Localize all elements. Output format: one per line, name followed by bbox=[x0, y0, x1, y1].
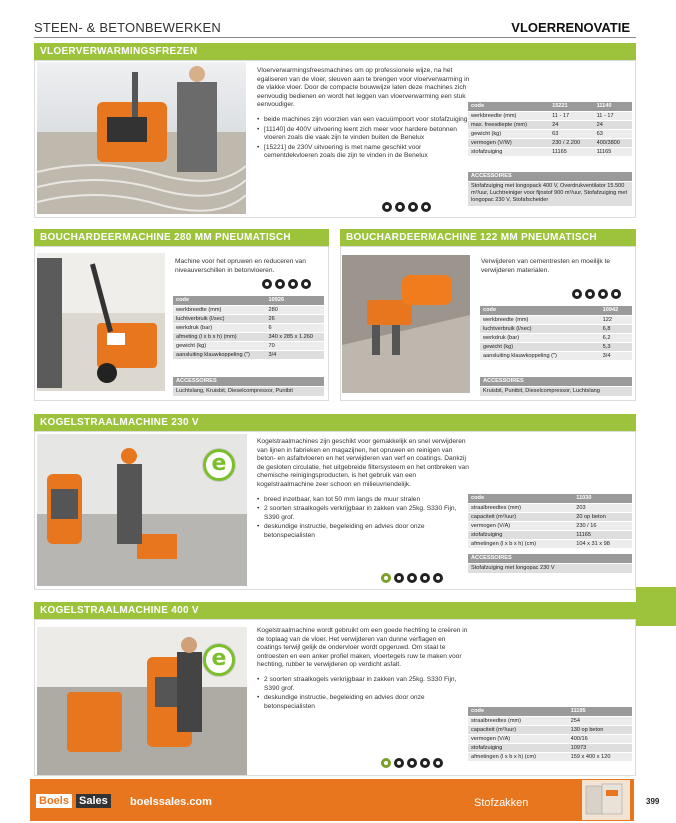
spec-header: 15221 bbox=[549, 102, 594, 111]
hearing-protection-icon bbox=[275, 279, 285, 289]
accessories-text: Stofafzuiging met longopack 400 V, Overdrukventilator 15.500 m³/uur, Luchtreiniger voor fijnstof 900 m³/uur, Stofafzuiging met longopac 230 V, Stofafscheider bbox=[468, 182, 632, 206]
spec-label: werkbreedte (mm) bbox=[468, 111, 549, 120]
spec-header: code bbox=[468, 707, 568, 716]
gloves-icon bbox=[394, 758, 404, 768]
spec-header: 11140 bbox=[594, 102, 632, 111]
spec-label: luchtverbruik (l/sec) bbox=[480, 324, 600, 333]
spec-value: 230 / 16 bbox=[573, 521, 632, 530]
spec-header: code bbox=[468, 494, 573, 503]
spec-value: 6,2 bbox=[600, 333, 632, 342]
spec-header: 10926 bbox=[266, 296, 325, 305]
footer-product-label: Stofzakken bbox=[474, 797, 529, 809]
feature-item: • beide machines zijn voorzien van een vacuümpoort voor stofafzuiging bbox=[257, 116, 470, 125]
accessories-text: Kruisbit, Puntbit, Dieselcompressor, Luchtslang bbox=[480, 387, 632, 396]
section-title: VLOERVERWARMINGSFREZEN bbox=[40, 46, 198, 57]
spec-header: code bbox=[173, 296, 266, 305]
product-description bbox=[257, 67, 470, 162]
spec-value: 203 bbox=[573, 503, 632, 512]
spec-value: 104 x 31 x 98 bbox=[573, 539, 632, 548]
spec-value: 11165 bbox=[594, 147, 632, 156]
spec-label: aansluiting klauwkoppeling (") bbox=[173, 350, 266, 359]
spec-value: 26 bbox=[266, 314, 325, 323]
spec-value: 11 - 17 bbox=[594, 111, 632, 120]
spec-value: 5,3 bbox=[600, 342, 632, 351]
feature-item: • 2 soorten straalkogels verkrijgbaar in zakken van 25kg. S330 Fijn, S390 grof. bbox=[257, 676, 470, 693]
brand-logo-sales[interactable]: Sales bbox=[76, 794, 111, 808]
spec-label: afmeting (l x b x h) (mm) bbox=[173, 332, 266, 341]
spec-header: 10942 bbox=[600, 306, 632, 315]
gloves-icon bbox=[394, 573, 404, 583]
description-text: Kogelstraalmachines zijn geschikt voor gemakkelijk en snel verwijderen van lijnen in fabrieken en magazijnen, het opruwen en reinigen van beton- en asfaltvloeren en het verwijderen van verf en coatings. Dankzij de gesloten circulatie, het uitgebreide filtersysteem en het ontbreken van chemische reinigingsproducten, is het gebruik van een kogelstraalmachine zeer schoon en milieuvriendelijk. bbox=[257, 438, 469, 488]
eye-protection-icon bbox=[382, 202, 392, 212]
spec-value: 122 bbox=[600, 315, 632, 324]
eye-protection-icon bbox=[433, 573, 443, 583]
spec-label: gewicht (kg) bbox=[480, 342, 600, 351]
spec-label: vermogen (V/A) bbox=[468, 521, 573, 530]
section-bar-kogelstraal-230 bbox=[34, 414, 636, 431]
hearing-protection-icon bbox=[585, 289, 595, 299]
feature-list bbox=[257, 496, 470, 541]
spec-value: 70 bbox=[266, 341, 325, 350]
product-description bbox=[481, 258, 631, 275]
spec-value: 24 bbox=[549, 120, 594, 129]
section-title: KOGELSTRAALMACHINE 230 V bbox=[40, 417, 199, 428]
safety-icons bbox=[381, 758, 443, 768]
spec-value: 11165 bbox=[549, 147, 594, 156]
spec-value: 159 x 400 x 120 bbox=[568, 752, 632, 761]
spec-label: afmetingen (l x b x h) (cm) bbox=[468, 539, 573, 548]
spec-header: 11030 bbox=[573, 494, 632, 503]
spec-table bbox=[468, 707, 632, 762]
safety-shoe-icon bbox=[420, 758, 430, 768]
description-text: Verwijderen van cementresten en moeilijk te verwijderen materialen. bbox=[481, 258, 611, 274]
dust-mask-icon bbox=[611, 289, 621, 299]
hearing-protection-icon bbox=[407, 758, 417, 768]
spec-value: 11 - 17 bbox=[549, 111, 594, 120]
eco-letter: e bbox=[211, 451, 227, 476]
spec-label: stofafzuiging bbox=[468, 743, 568, 752]
spec-value: 280 bbox=[266, 305, 325, 314]
pyramid-icon bbox=[381, 758, 391, 768]
spec-label: werkdruk (bar) bbox=[173, 323, 266, 332]
section-bar-bouchardeer-122 bbox=[340, 229, 636, 246]
spec-value: 254 bbox=[568, 716, 632, 725]
section-title: STEEN- & BETONBEWERKEN bbox=[34, 20, 221, 35]
spec-value: 3/4 bbox=[266, 350, 325, 359]
spec-value: 11165 bbox=[573, 530, 632, 539]
feature-item: • deskundige instructie, begeleiding en advies door onze betonspecialisten bbox=[257, 694, 470, 711]
accessories-header: ACCESSOIRES bbox=[468, 172, 632, 181]
spec-table bbox=[468, 494, 632, 549]
feature-item: • 2 soorten straalkogels verkrijgbaar in zakken van 25kg. S330 Fijn, S390 grof. bbox=[257, 505, 470, 522]
feature-item: • breed inzetbaar, kan tot 50 mm langs de muur stralen bbox=[257, 496, 470, 505]
product-photo-bouchardeer-122 bbox=[342, 255, 470, 393]
product-description bbox=[257, 627, 470, 712]
spec-label: vermogen (V/A) bbox=[468, 734, 568, 743]
safety-icons bbox=[382, 202, 431, 212]
spec-table bbox=[468, 102, 632, 157]
spec-value: 10973 bbox=[568, 743, 632, 752]
spec-value: 400/3800 bbox=[594, 138, 632, 147]
spec-label: capaciteit (m²/uur) bbox=[468, 512, 573, 521]
spec-header: 11195 bbox=[568, 707, 632, 716]
hearing-protection-icon bbox=[407, 573, 417, 583]
section-title: KOGELSTRAALMACHINE 400 V bbox=[40, 605, 199, 616]
category-title: VLOERRENOVATIE bbox=[511, 20, 630, 35]
spec-table bbox=[173, 296, 324, 360]
pyramid-icon bbox=[381, 573, 391, 583]
description-text: Kogelstraalmachine wordt gebruikt om een goede hechting te creëren in de toplaag van de vloer. Het verwijderen van dunne verflagen en coatings terwijl gelijk de ondervloer wordt opgeruwd. Om staal te ontroesten en een anker profiel maken, vloertegels ruw te maken voor hechting, rubber te verwijderen op verdicht asfalt. bbox=[257, 627, 468, 669]
eye-protection-icon bbox=[598, 289, 608, 299]
spec-label: werkbreedte (mm) bbox=[173, 305, 266, 314]
description-text: Vloerverwarmingsfreesmachines om op professionele wijze, na het egaliseren van de vloer, sleuven aan te brengen voor vloerverwarming in de vlakke vloer. Door de compacte bouwwijze laten deze machines zich eenvoudig bedienen en wordt het leggen van vloerverwarming een stuk eenvoudiger. bbox=[257, 67, 470, 109]
spec-label: werkdruk (bar) bbox=[480, 333, 600, 342]
spec-value: 400/16 bbox=[568, 734, 632, 743]
feature-item: • [11140] de 400V uitvoering leent zich meer voor hardere betonnen vloeren zoals die vaak zijn te vinden buiten de Benelux bbox=[257, 126, 470, 143]
accessories-header: ACCESSOIRES bbox=[468, 554, 632, 563]
section-bar-kogelstraal-400 bbox=[34, 602, 636, 619]
spec-label: max. freesdiepte (mm) bbox=[468, 120, 549, 129]
spec-label: gewicht (kg) bbox=[173, 341, 266, 350]
dust-bags-image bbox=[582, 780, 630, 820]
feature-list bbox=[257, 676, 470, 711]
safety-shoe-icon bbox=[420, 573, 430, 583]
spec-header: code bbox=[480, 306, 600, 315]
eco-letter: e bbox=[211, 646, 227, 671]
brand-logo-boels[interactable]: Boels bbox=[36, 794, 72, 808]
product-photo-bouchardeer-280 bbox=[37, 253, 165, 391]
accessories-header: ACCESSOIRES bbox=[480, 377, 632, 386]
spec-table bbox=[480, 306, 632, 361]
gloves-icon bbox=[572, 289, 582, 299]
spec-value: 340 x 285 x 1.260 bbox=[266, 332, 325, 341]
description-text: Machine voor het opruwen en reduceren van niveauverschillen in betonvloeren. bbox=[175, 258, 306, 274]
safety-icons bbox=[572, 289, 621, 299]
accessories-text: Luchtslang, Kruisbit, Dieselcompressor, Puntbit bbox=[173, 387, 324, 396]
section-title: BOUCHARDEERMACHINE 280 MM PNEUMATISCH bbox=[40, 232, 291, 243]
footer-banner bbox=[30, 779, 634, 821]
safety-icons bbox=[262, 279, 311, 289]
spec-label: straalbreedtes (mm) bbox=[468, 716, 568, 725]
spec-label: luchtverbruik (l/sec) bbox=[173, 314, 266, 323]
gloves-icon bbox=[395, 202, 405, 212]
spec-label: stofafzuiging bbox=[468, 530, 573, 539]
spec-value: 3/4 bbox=[600, 351, 632, 360]
product-description bbox=[175, 258, 325, 275]
spec-label: capaciteit (m²/uur) bbox=[468, 725, 568, 734]
hearing-protection-icon bbox=[408, 202, 418, 212]
spec-value: 20 op beton bbox=[573, 512, 632, 521]
eco-badge bbox=[203, 449, 235, 481]
spec-label: aansluiting klauwkoppeling (") bbox=[480, 351, 600, 360]
header-divider bbox=[34, 37, 636, 38]
feature-list bbox=[257, 116, 470, 161]
dust-mask-icon bbox=[421, 202, 431, 212]
accessories-header: ACCESSOIRES bbox=[173, 377, 324, 386]
spec-value: 63 bbox=[549, 129, 594, 138]
chapter-tab bbox=[636, 587, 676, 626]
spec-label: straalbreedtes (mm) bbox=[468, 503, 573, 512]
eco-badge bbox=[203, 644, 235, 676]
spec-value: 130 op beton bbox=[568, 725, 632, 734]
eye-protection-icon bbox=[288, 279, 298, 289]
safety-icons bbox=[381, 573, 443, 583]
product-photo-floor-milling bbox=[37, 62, 246, 214]
product-description bbox=[257, 438, 470, 542]
section-bar-bouchardeer-280 bbox=[34, 229, 329, 246]
gloves-icon bbox=[262, 279, 272, 289]
spec-value: 6 bbox=[266, 323, 325, 332]
spec-label: gewicht (kg) bbox=[468, 129, 549, 138]
feature-item: • [15221] de 230V uitvoering is met name geschikt voor cementdekvloeren zoals die zijn te vinden in de Benelux bbox=[257, 144, 470, 161]
spec-label: afmetingen (l x b x h) (cm) bbox=[468, 752, 568, 761]
dust-mask-icon bbox=[301, 279, 311, 289]
spec-label: stofafzuiging bbox=[468, 147, 549, 156]
eye-protection-icon bbox=[433, 758, 443, 768]
spec-value: 63 bbox=[594, 129, 632, 138]
spec-value: 24 bbox=[594, 120, 632, 129]
spec-label: vermogen (V/W) bbox=[468, 138, 549, 147]
section-bar-vloerverwarmingsfrezen bbox=[34, 43, 636, 60]
spec-value: 230 / 2.200 bbox=[549, 138, 594, 147]
section-title: BOUCHARDEERMACHINE 122 MM PNEUMATISCH bbox=[346, 232, 597, 243]
website-link[interactable]: boelssales.com bbox=[130, 796, 212, 808]
spec-header: code bbox=[468, 102, 549, 111]
spec-label: werkbreedte (mm) bbox=[480, 315, 600, 324]
accessories-text: Stofafzuiging met longopac 230 V bbox=[468, 564, 632, 573]
spec-value: 6,8 bbox=[600, 324, 632, 333]
page-number: 399 bbox=[646, 797, 660, 806]
feature-item: • deskundige instructie, begeleiding en advies door onze betonspecialisten bbox=[257, 523, 470, 540]
